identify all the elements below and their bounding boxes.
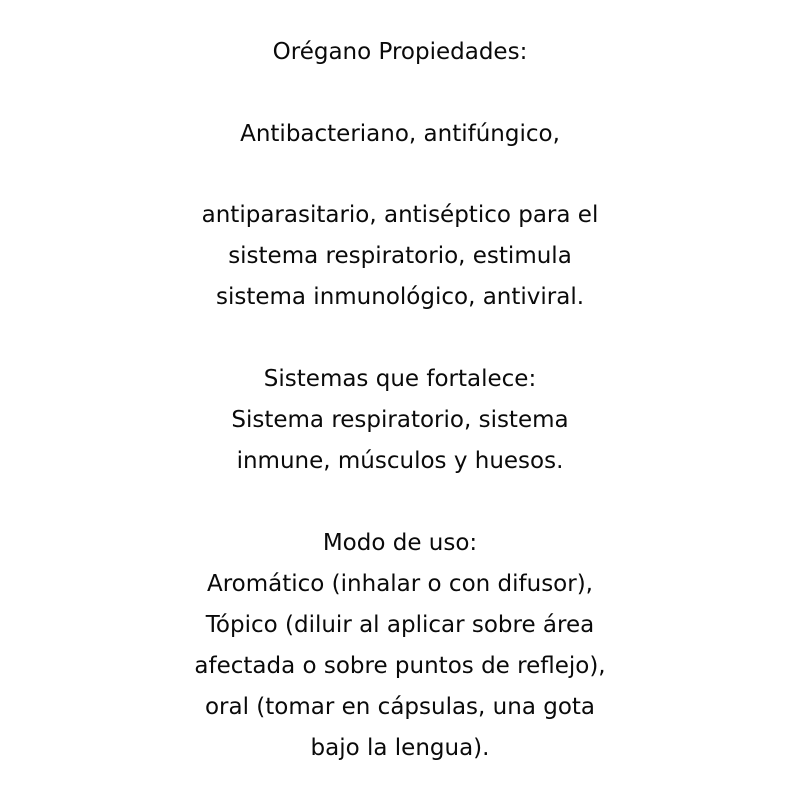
properties-line-3: sistema respiratorio, estimula xyxy=(228,243,572,269)
properties-line-2: antiparasitario, antiséptico para el xyxy=(201,202,599,228)
usage-line-4: oral (tomar en cápsulas, una gota xyxy=(204,694,596,720)
usage-heading: Modo de uso: xyxy=(322,530,478,556)
usage-line-5: bajo la lengua). xyxy=(310,735,490,761)
usage-line-3: afectada o sobre puntos de reflejo), xyxy=(194,653,606,679)
systems-line-1: Sistema respiratorio, sistema xyxy=(231,407,569,433)
page-title: Orégano Propiedades: xyxy=(272,39,528,65)
properties-line-1: Antibacteriano, antifúngico, xyxy=(240,121,560,147)
systems-heading: Sistemas que fortalece: xyxy=(263,366,537,392)
properties-line-4: sistema inmunológico, antiviral. xyxy=(215,284,585,310)
usage-line-1: Aromático (inhalar o con difusor), xyxy=(206,571,593,597)
systems-line-2: inmune, músculos y huesos. xyxy=(236,448,564,474)
usage-line-2: Tópico (diluir al aplicar sobre área xyxy=(205,612,595,638)
